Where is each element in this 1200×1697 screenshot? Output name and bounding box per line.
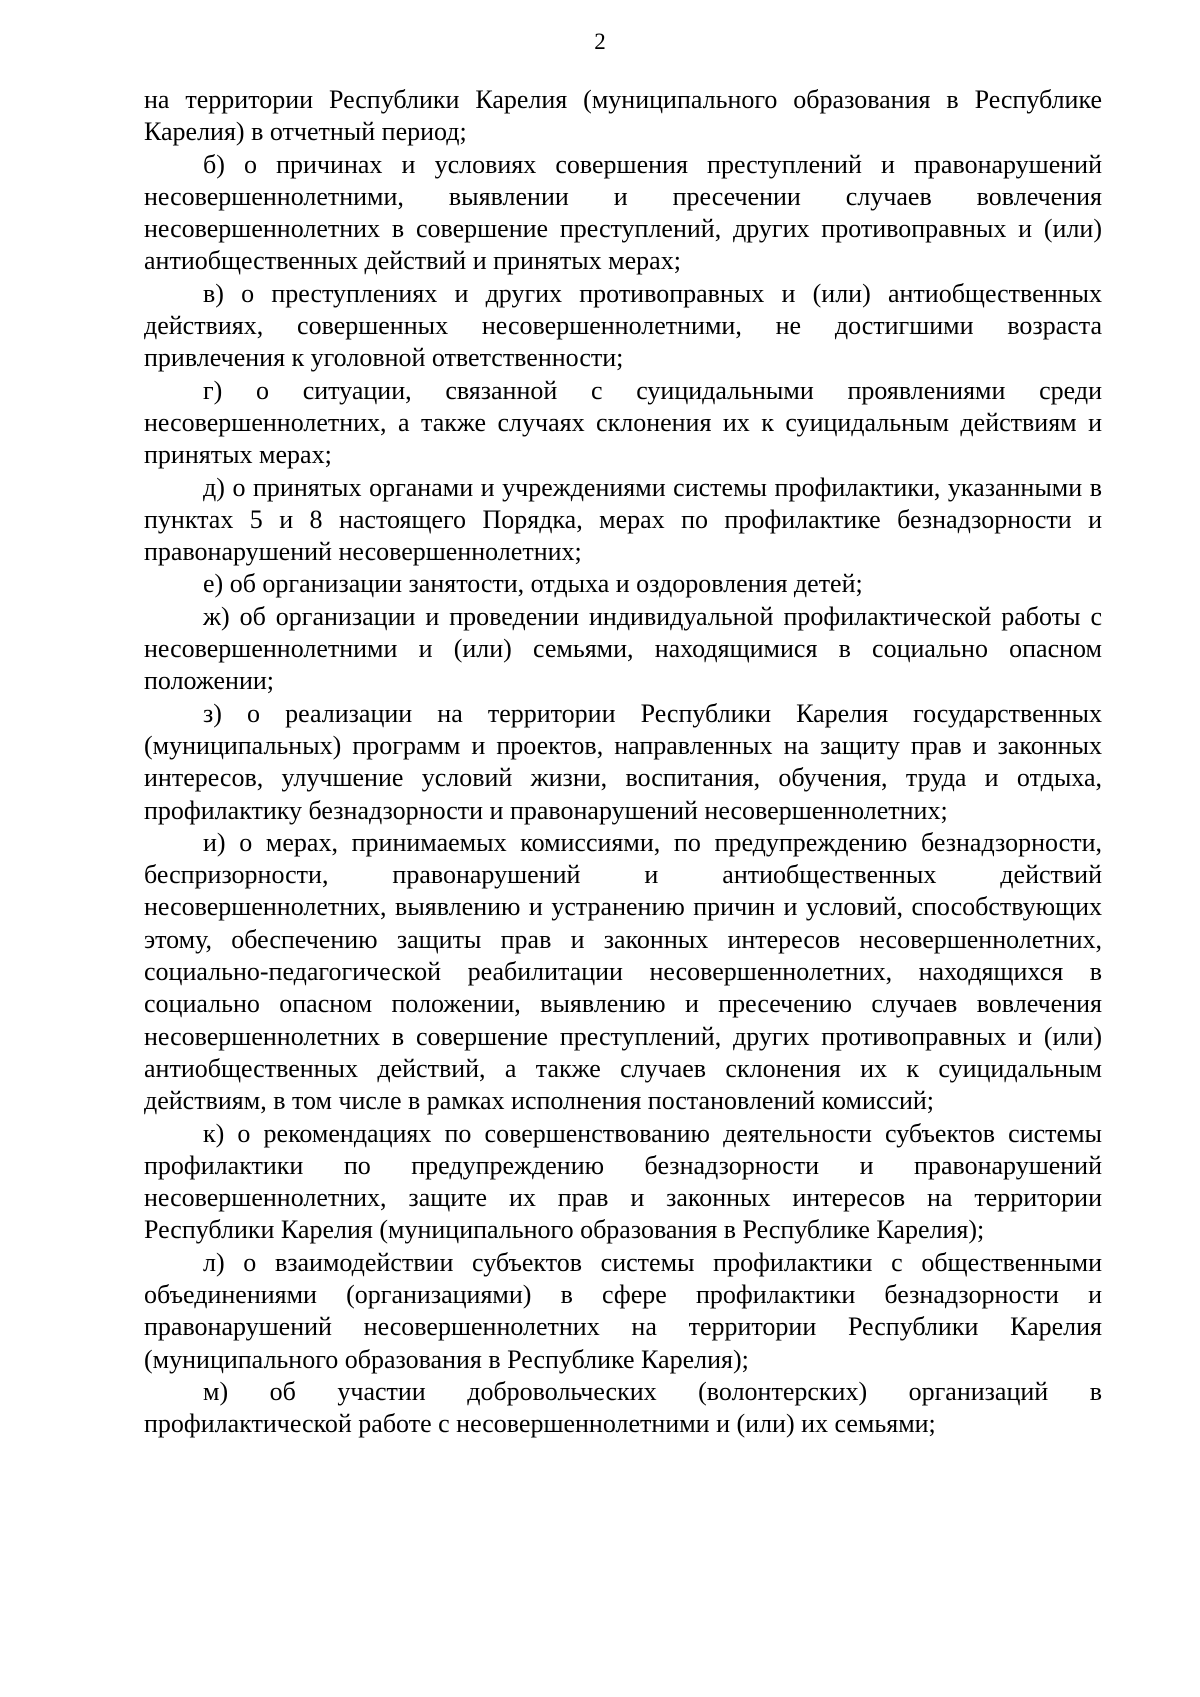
paragraph-item-b: б) о причинах и условиях совершения преступлений и правонарушений несовершеннолетними, выявлении и пресечении случаев вовлечения несовершеннолетних в совершение преступлений, других противоправных и (или) антиобщественных действий и принятых мерах; bbox=[144, 149, 1102, 276]
document-body bbox=[144, 84, 1102, 1440]
paragraph-item-k: к) о рекомендациях по совершенствованию деятельности субъектов системы профилактики по предупреждению безнадзорности и правонарушений несовершеннолетних, защите их прав и законных интересов на территории Республики Карелия (муниципального образования в Республике Карелия); bbox=[144, 1118, 1102, 1245]
page-number: 2 bbox=[594, 29, 606, 54]
paragraph-item-v: в) о преступлениях и других противоправных и (или) антиобщественных действиях, совершенных несовершеннолетними, не достигшими возраста привлечения к уголовной ответственности; bbox=[144, 278, 1102, 373]
paragraph-continuation: на территории Республики Карелия (муниципального образования в Республике Карелия) в отчетный период; bbox=[144, 85, 1102, 147]
paragraph-item-z: з) о реализации на территории Республики Карелия государственных (муниципальных) программ и проектов, направленных на защиту прав и законных интересов, улучшение условий жизни, воспитания, обучения, труда и отдыха, профилактику безнадзорности и правонарушений несовершеннолетних; bbox=[144, 698, 1102, 825]
paragraph-item-l: л) о взаимодействии субъектов системы профилактики с общественными объединениями (организациями) в сфере профилактики безнадзорности и правонарушений несовершеннолетних на территории Республики Карелия (муниципального образования в Республике Карелия); bbox=[144, 1247, 1102, 1374]
paragraph-item-m: м) об участии добровольческих (волонтерских) организаций в профилактической работе с несовершеннолетними и (или) их семьями; bbox=[144, 1376, 1102, 1439]
paragraph-item-e: е) об организации занятости, отдыха и оздоровления детей; bbox=[203, 569, 863, 599]
paragraph-item-g: г) о ситуации, связанной с суицидальными проявлениями среди несовершеннолетних, а также случаях склонения их к суицидальным действиям и принятых мерах; bbox=[144, 375, 1102, 470]
paragraph-item-zh: ж) об организации и проведении индивидуальной профилактической работы с несовершеннолетними и (или) семьями, находящимися в социально опасном положении; bbox=[144, 601, 1102, 696]
paragraph-item-d: д) о принятых органами и учреждениями системы профилактики, указанными в пунктах 5 и 8 настоящего Порядка, мерах по профилактике безнадзорности и правонарушений несовершеннолетних; bbox=[144, 472, 1102, 567]
paragraph-item-i: и) о мерах, принимаемых комиссиями, по предупреждению безнадзорности, беспризорности, правонарушений и антиобщественных действий несовершеннолетних, выявлению и устранению причин и условий, способствующих этому, обеспечению защиты прав и законных интересов несовершеннолетних, социально-педагогической реабилитации несовершеннолетних, находящихся в социально опасном положении, выявлению и пресечению случаев вовлечения несовершеннолетних в совершение преступлений, других противоправных и (или) антиобщественных действий, а также случаев склонения их к суицидальным действиям, в том числе в рамках исполнения постановлений комиссий; bbox=[144, 827, 1102, 1116]
